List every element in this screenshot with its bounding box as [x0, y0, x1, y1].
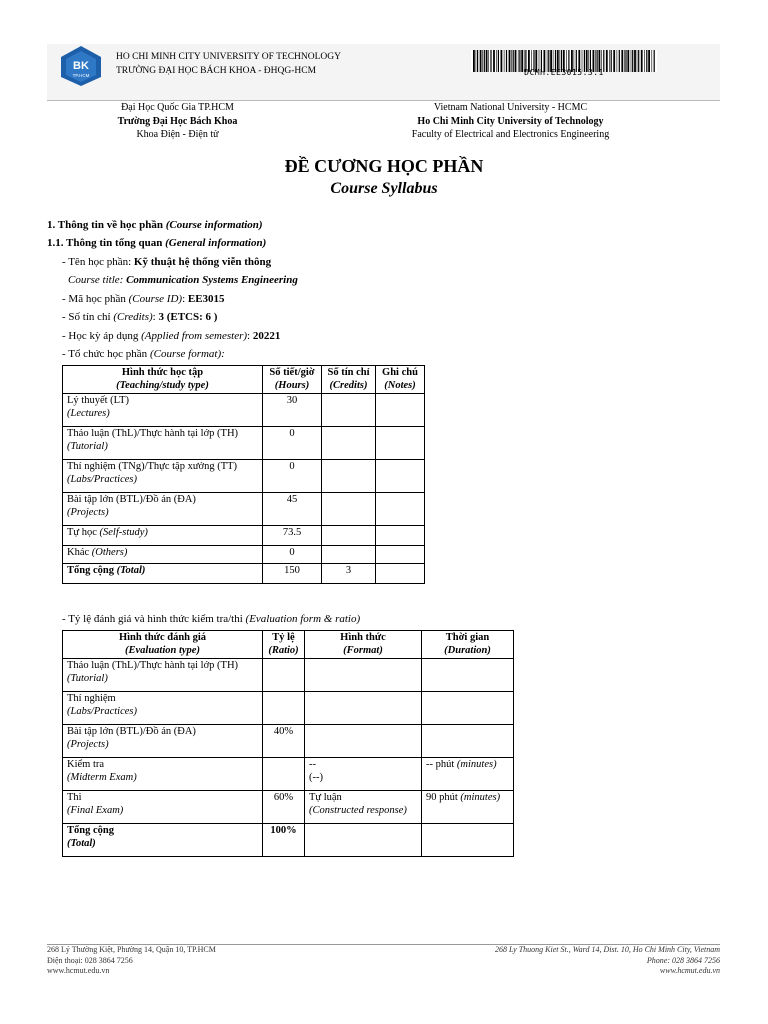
section-heading-vn: 1. Thông tin về học phần: [47, 219, 163, 231]
type-vn: Lý thuyết (LT): [67, 395, 130, 406]
course-id-line: [62, 293, 225, 305]
footer-line: 268 Lý Thường Kiệt, Phường 14, Quận 10, TP.HCM: [47, 945, 216, 954]
table-row: [63, 546, 425, 564]
table-total-row: [63, 824, 514, 857]
course-id-label-en: (Course ID): [128, 293, 183, 305]
eval-type-vn: Thí nghiệm: [67, 693, 116, 704]
notes-cell: [376, 546, 425, 564]
header-cell: [63, 631, 263, 659]
credits-label: - Số tín chỉ: [62, 311, 114, 323]
semester-label: - Học kỳ áp dụng: [62, 330, 142, 342]
type-vn: Bài tập lớn (BTL)/Đồ án (ĐA): [67, 494, 196, 505]
footer-line: Phone: 028 3864 7256: [646, 955, 720, 965]
credits-cell: [322, 493, 376, 526]
footer-address-en: [495, 945, 720, 977]
table-row: [63, 460, 425, 493]
semester-line: [62, 330, 280, 342]
eval-type-cell: [63, 659, 263, 692]
section-heading: [47, 219, 263, 231]
header-en: (Teaching/study type): [116, 379, 209, 391]
course-id-label: - Mã học phần: [62, 293, 129, 305]
table-row: [63, 493, 425, 526]
table-row: [63, 394, 425, 427]
course-name-value: Kỹ thuật hệ thống viễn thông: [133, 256, 272, 268]
course-name-line: [62, 256, 271, 268]
format-cell: [305, 725, 422, 758]
header-vn: Hình thức học tập: [121, 367, 204, 378]
logo-subtext: TP.HCM: [72, 73, 90, 78]
duration-vn: -- phút: [426, 759, 457, 770]
evaluation-label-en: (Evaluation form & ratio): [245, 613, 361, 625]
university-name-vn: TRƯỜNG ĐẠI HỌC BÁCH KHOA - ĐHQG-HCM: [116, 66, 317, 76]
course-title-line: [68, 274, 298, 286]
hours-cell: 0: [263, 460, 322, 493]
header-en: (Duration): [444, 644, 491, 656]
eval-type-en: (Projects): [67, 738, 109, 750]
credits-cell: [322, 427, 376, 460]
header-vn: Số tín chỉ: [327, 367, 370, 378]
type-cell: [63, 493, 263, 526]
subsection-heading-vn: 1.1. Thông tin tổng quan: [47, 237, 163, 249]
type-cell: [63, 546, 263, 564]
footer-link[interactable]: www.hcmut.edu.vn: [47, 966, 110, 975]
notes-cell: [376, 526, 425, 546]
notes-cell: [376, 394, 425, 427]
footer-link[interactable]: www.hcmut.edu.vn: [659, 966, 720, 975]
org-en-line: Vietnam National University - HCMC: [433, 102, 588, 113]
type-cell: [63, 427, 263, 460]
type-cell: [63, 526, 263, 546]
duration-cell: [422, 659, 514, 692]
credits-cell: [322, 394, 376, 427]
section-heading-en: (Course information): [165, 219, 263, 231]
eval-type-cell: [63, 692, 263, 725]
eval-type-cell: [63, 725, 263, 758]
header-en: (Format): [343, 644, 383, 656]
eval-type-vn: Tổng cộng: [67, 825, 114, 836]
table-row: [63, 526, 425, 546]
org-en-line: Ho Chi Minh City University of Technology: [417, 115, 604, 127]
hours-cell: 30: [263, 394, 322, 427]
eval-type-en: (Labs/Practices): [67, 705, 137, 717]
type-en: (Labs/Practices): [67, 473, 137, 485]
eval-type-en: (Tutorial): [67, 672, 108, 684]
header-vn: Thời gian: [445, 632, 490, 643]
header-vn: Ghi chú: [382, 367, 418, 378]
footer-line: 268 Ly Thuong Kiet St., Ward 14, Dist. 10, Ho Chi Minh City, Vietnam: [494, 945, 720, 954]
header-en: (Hours): [274, 379, 310, 391]
table-header-row: [63, 631, 514, 659]
credits-cell: [322, 546, 376, 564]
format-cell: [305, 791, 422, 824]
credits-cell: [322, 526, 376, 546]
ratio-cell: [263, 758, 305, 791]
hours-cell: 0: [263, 427, 322, 460]
header-vn: Hình thức: [340, 632, 386, 643]
duration-vn: 90 phút: [426, 792, 461, 803]
header-vn: Số tiết/giờ: [269, 367, 315, 378]
org-vn-line: Trường Đại Học Bách Khoa: [117, 115, 238, 127]
eval-type-vn: Thảo luận (ThL)/Thực hành tại lớp (TH): [67, 660, 239, 671]
logo-text: BK: [73, 60, 89, 72]
eval-type-en: (Midterm Exam): [67, 771, 137, 783]
type-cell: [63, 460, 263, 493]
duration-en: (minutes): [460, 792, 501, 803]
notes-cell: [376, 460, 425, 493]
ratio-cell: [263, 692, 305, 725]
org-en-line: Faculty of Electrical and Electronics Engineering: [411, 129, 610, 140]
header-en: (Notes): [384, 379, 416, 391]
header-cell: [422, 631, 514, 659]
evaluation-label: [62, 613, 360, 625]
table-header-row: [63, 366, 425, 394]
org-block-en: [398, 101, 623, 142]
table-row: [63, 659, 514, 692]
course-name-label: - Tên học phần:: [62, 256, 134, 268]
subsection-heading-en: (General information): [165, 237, 267, 249]
duration-en: (minutes): [456, 759, 497, 770]
duration-cell: [422, 758, 514, 791]
format-vn: --: [309, 759, 316, 770]
duration-cell: [422, 824, 514, 857]
table-row: [63, 725, 514, 758]
type-en: (Tutorial): [67, 440, 108, 452]
eval-type-en: (Final Exam): [67, 804, 124, 816]
semester-sep: :: [247, 330, 253, 342]
format-cell: [305, 758, 422, 791]
format-en: (Constructed response): [309, 804, 407, 816]
header-cell: [322, 366, 376, 394]
course-format-label-en: (Course format):: [149, 348, 225, 360]
page-title: ĐỀ CƯƠNG HỌC PHẦN: [284, 156, 484, 176]
org-block-vn: [95, 101, 260, 142]
eval-type-cell: [63, 824, 263, 857]
ratio-cell: 40%: [263, 725, 305, 758]
footer-line: Điện thoại: 028 3864 7256: [47, 955, 133, 965]
eval-type-vn: Bài tập lớn (BTL)/Đồ án (ĐA): [67, 726, 196, 737]
header-vn: Hình thức đánh giá: [118, 632, 207, 643]
format-cell: [305, 659, 422, 692]
duration-cell: [422, 692, 514, 725]
header-cell: [263, 631, 305, 659]
evaluation-table: [62, 630, 514, 857]
type-vn: Khác: [67, 547, 92, 558]
format-vn: Tự luận: [309, 792, 342, 803]
credits-cell: [322, 460, 376, 493]
course-id-sep: :: [182, 293, 188, 305]
type-cell: [63, 394, 263, 427]
eval-type-vn: Kiểm tra: [67, 759, 105, 770]
header-vn: Tỷ lệ: [272, 632, 295, 643]
eval-type-cell: [63, 758, 263, 791]
type-vn: Thí nghiệm (TNg)/Thực tập xưởng (TT): [67, 461, 238, 472]
type-vn: Thảo luận (ThL)/Thực hành tại lớp (TH): [67, 428, 239, 439]
barcode-code: DCMH.EE3015.3.1: [524, 68, 604, 77]
header-en: (Evaluation type): [125, 644, 200, 656]
org-vn-line: Khoa Điện - Điện tử: [136, 129, 219, 140]
course-title-label: Course title:: [68, 274, 127, 286]
eval-type-vn: Thi: [67, 792, 82, 803]
duration-cell: [422, 791, 514, 824]
table-row: [63, 758, 514, 791]
evaluation-label-vn: - Tỷ lệ đánh giá và hình thức kiểm tra/thi: [62, 613, 246, 625]
hours-cell: 150: [263, 564, 322, 584]
subsection-heading: [47, 237, 266, 249]
page-subtitle: Course Syllabus: [330, 180, 438, 197]
course-format-table: [62, 365, 425, 584]
format-cell: [305, 692, 422, 725]
type-en: (Self-study): [99, 527, 148, 538]
notes-cell: [376, 493, 425, 526]
type-vn: Tự học: [67, 527, 100, 538]
header-cell: [376, 366, 425, 394]
type-en: (Projects): [67, 506, 109, 518]
footer-address-vn: [47, 945, 216, 977]
type-cell: [63, 564, 263, 584]
header-cell: [263, 366, 322, 394]
format-cell: [305, 824, 422, 857]
credits-line: [62, 311, 217, 323]
table-row: [63, 692, 514, 725]
university-logo-icon: [58, 45, 104, 87]
hours-cell: 0: [263, 546, 322, 564]
header-en: (Ratio): [268, 644, 299, 656]
type-en: (Lectures): [67, 407, 110, 419]
duration-cell: [422, 725, 514, 758]
credits-cell: 3: [322, 564, 376, 584]
table-row: [63, 427, 425, 460]
table-row: [63, 791, 514, 824]
type-en: (Total): [116, 565, 146, 576]
notes-cell: [376, 427, 425, 460]
ratio-cell: 100%: [263, 824, 305, 857]
table-total-row: [63, 564, 425, 584]
course-format-label-vn: - Tổ chức học phần: [62, 348, 150, 360]
course-format-label: [62, 348, 225, 360]
semester-value: 20221: [252, 330, 281, 342]
hours-cell: 73.5: [263, 526, 322, 546]
credits-value: 3 (ETCS: 6 ): [158, 311, 218, 323]
header-cell: [305, 631, 422, 659]
type-vn: Tổng cộng: [67, 565, 117, 576]
org-vn-line: Đại Học Quốc Gia TP.HCM: [121, 102, 234, 113]
course-id-value: EE3015: [187, 293, 225, 305]
format-en: (--): [309, 771, 323, 783]
eval-type-en: (Total): [67, 837, 96, 849]
type-en: (Others): [91, 547, 128, 558]
eval-type-cell: [63, 791, 263, 824]
header-en: (Credits): [329, 379, 368, 391]
ratio-cell: 60%: [263, 791, 305, 824]
credits-sep: :: [152, 311, 159, 323]
credits-label-en: (Credits): [113, 311, 153, 323]
header-cell: [63, 366, 263, 394]
notes-cell: [376, 564, 425, 584]
semester-label-en: (Applied from semester): [141, 330, 248, 342]
course-title-value: Communication Systems Engineering: [126, 274, 298, 286]
university-name-en: HO CHI MINH CITY UNIVERSITY OF TECHNOLOGY: [116, 52, 341, 62]
hours-cell: 45: [263, 493, 322, 526]
ratio-cell: [263, 659, 305, 692]
